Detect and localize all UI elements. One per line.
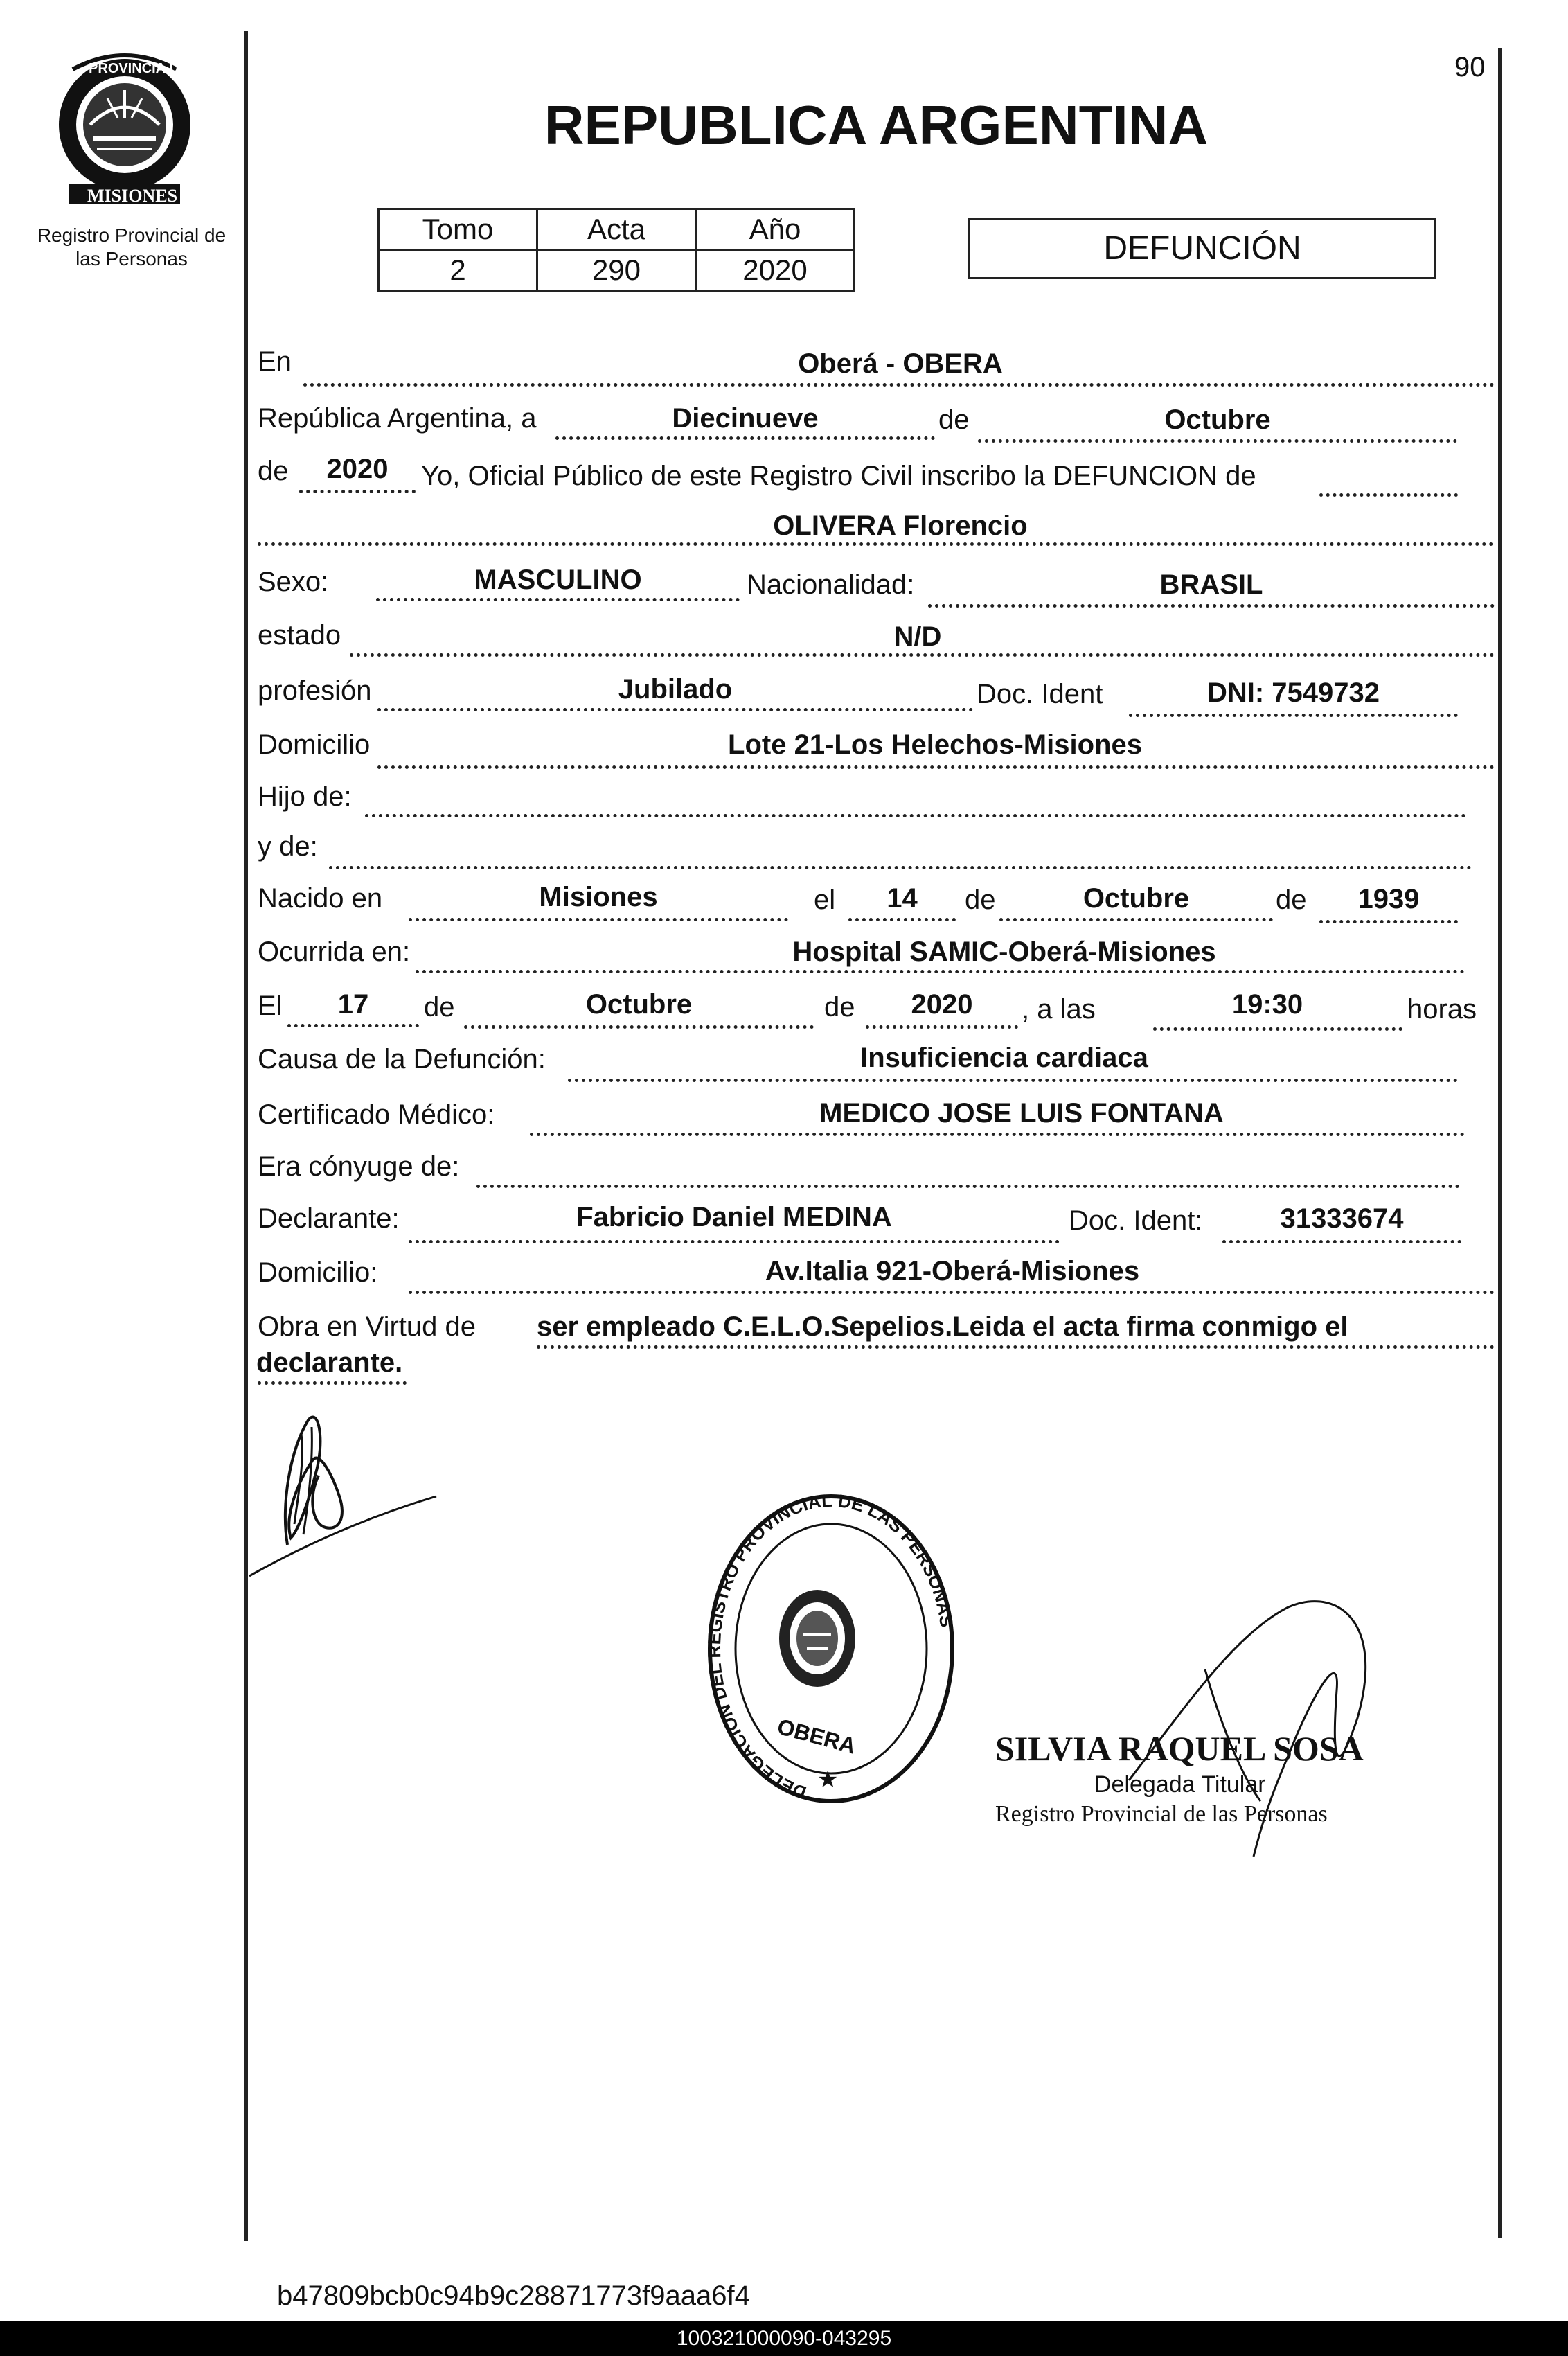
dots-declarante-domicilio xyxy=(409,1291,1495,1294)
dots-sexo xyxy=(376,598,740,601)
label-de-3: de xyxy=(965,885,996,915)
dots-nacido-dia xyxy=(848,918,956,921)
field-nombre: OLIVERA Florencio xyxy=(773,511,1028,541)
dots-conyuge xyxy=(476,1185,1460,1188)
label-obra-en-virtud: Obra en Virtud de xyxy=(258,1311,476,1342)
field-declarante-domicilio: Av.Italia 921-Oberá-Misiones xyxy=(765,1256,1140,1286)
label-declarante: Declarante: xyxy=(258,1203,400,1234)
official-seal xyxy=(700,1486,963,1818)
field-ocurrida-en: Hospital SAMIC-Oberá-Misiones xyxy=(792,937,1216,967)
signatory-title: Delegada Titular xyxy=(1094,1771,1266,1798)
label-en: En xyxy=(258,346,292,377)
label-a-las: , a las xyxy=(1022,994,1096,1025)
signatory-office: Registro Provincial de las Personas xyxy=(995,1801,1328,1827)
acta-value: 290 xyxy=(537,250,696,291)
field-obra-linea1: ser empleado C.E.L.O.Sepelios.Leida el acta firma conmigo el xyxy=(537,1311,1348,1342)
label-nacido-en: Nacido en xyxy=(258,883,383,914)
label-horas: horas xyxy=(1407,994,1477,1025)
field-nacido-lugar: Misiones xyxy=(539,882,658,912)
label-domicilio-declarante: Domicilio: xyxy=(258,1257,378,1288)
dots-domicilio xyxy=(377,765,1495,769)
dots-fallecimiento-anio xyxy=(866,1025,1018,1029)
label-de-6: de xyxy=(824,992,855,1022)
dots-declarante xyxy=(409,1240,1060,1243)
label-ocurrida-en: Ocurrida en: xyxy=(258,937,411,967)
dots-nombre xyxy=(258,542,1494,546)
dots-dia xyxy=(555,436,935,440)
label-causa: Causa de la Defunción: xyxy=(258,1044,546,1074)
dots-mes xyxy=(978,439,1457,443)
seal-star-icon: ★ xyxy=(817,1766,839,1793)
label-estado: estado xyxy=(258,620,341,650)
dots-profesion xyxy=(377,708,973,711)
field-fallecimiento-anio: 2020 xyxy=(911,989,973,1020)
label-de-5: de xyxy=(424,992,455,1022)
page-title: REPUBLICA ARGENTINA xyxy=(544,94,1209,156)
label-hijo-de: Hijo de: xyxy=(258,781,352,812)
dots-nacido-anio xyxy=(1319,920,1458,923)
tomo-header: Tomo xyxy=(379,209,537,250)
field-nacido-anio: 1939 xyxy=(1357,884,1420,914)
seal-city: OBERA xyxy=(774,1713,859,1759)
dots-causa xyxy=(568,1079,1458,1082)
field-anio: 2020 xyxy=(326,454,389,484)
document-type-box: DEFUNCIÓN xyxy=(968,218,1436,279)
label-domicilio: Domicilio xyxy=(258,729,371,760)
seal-ring-text: DELEGACION DEL REGISTRO PROVINCIAL DE LAS PERSONAS xyxy=(703,1489,958,1804)
label-yo-oficial: Yo, Oficial Público de este Registro Civil inscribo la DEFUNCION de xyxy=(421,461,1256,491)
page-number: 90 xyxy=(1454,52,1486,82)
dots-nacido-lugar xyxy=(409,918,788,921)
dots-nacionalidad xyxy=(928,604,1495,608)
dots-fallecimiento-dia xyxy=(287,1024,419,1027)
registry-table xyxy=(377,208,855,292)
hash-code: b47809bcb0c94b9c28871773f9aaa6f4 xyxy=(277,2280,750,2311)
field-declarante-doc: 31333674 xyxy=(1280,1203,1404,1234)
label-conyuge: Era cónyuge de: xyxy=(258,1151,460,1182)
field-sexo: MASCULINO xyxy=(474,565,642,595)
field-hora: 19:30 xyxy=(1231,989,1303,1020)
field-nacionalidad: BRASIL xyxy=(1159,569,1263,600)
field-profesion: Jubilado xyxy=(618,674,733,705)
dots-en xyxy=(303,383,1495,387)
label-y-de: y de: xyxy=(258,831,318,862)
dots-ocurrida-en xyxy=(416,970,1465,973)
dots-documento xyxy=(1129,714,1458,717)
label-el: el xyxy=(814,885,836,915)
registry-name: Registro Provincial de las Personas xyxy=(37,224,226,269)
label-de-2: de xyxy=(258,456,289,486)
field-nacido-dia: 14 xyxy=(887,883,918,914)
field-causa: Insuficiencia cardiaca xyxy=(860,1043,1148,1073)
dots-estado xyxy=(350,653,1495,657)
field-nacido-mes: Octubre xyxy=(1083,883,1190,914)
dots-certificado xyxy=(530,1133,1465,1136)
dots-anio xyxy=(299,490,416,493)
label-doc-ident: Doc. Ident xyxy=(977,679,1103,709)
left-margin-line xyxy=(244,31,248,2241)
label-el-upper: El xyxy=(258,991,283,1021)
declarante-signature xyxy=(242,1379,450,1586)
dots-declarante-doc xyxy=(1222,1240,1461,1243)
logo-text-bottom: MISIONES xyxy=(87,186,178,206)
label-republica: República Argentina, a xyxy=(258,403,537,434)
label-doc-ident-declarante: Doc. Ident: xyxy=(1069,1205,1203,1236)
field-fallecimiento-dia: 17 xyxy=(337,989,369,1020)
dots-yo-tail xyxy=(1319,493,1458,497)
anio-header: Año xyxy=(696,209,855,250)
label-profesion: profesión xyxy=(258,675,372,706)
logo-text-top: PROVINCIA DE xyxy=(89,61,188,76)
tomo-value: 2 xyxy=(379,250,537,291)
field-mes: Octubre xyxy=(1164,405,1271,435)
right-margin-line xyxy=(1498,48,1502,2238)
acta-header: Acta xyxy=(537,209,696,250)
field-fallecimiento-mes: Octubre xyxy=(585,989,693,1020)
field-domicilio: Lote 21-Los Helechos-Misiones xyxy=(728,729,1142,760)
field-dia: Diecinueve xyxy=(672,403,819,434)
field-documento: DNI: 7549732 xyxy=(1206,677,1380,708)
dots-nacido-mes xyxy=(999,918,1273,921)
label-nacionalidad: Nacionalidad: xyxy=(747,569,915,600)
footer-code: 100321000090-043295 xyxy=(0,2321,1568,2356)
dots-fallecimiento-mes xyxy=(464,1025,814,1029)
label-de-1: de xyxy=(938,405,970,435)
dots-y-de xyxy=(329,866,1472,869)
dots-hora xyxy=(1153,1027,1402,1031)
field-obra-linea2: declarante. xyxy=(256,1347,403,1378)
field-certificado: MEDICO JOSE LUIS FONTANA xyxy=(819,1098,1224,1128)
dots-obra-1 xyxy=(537,1345,1495,1349)
signatory-name: SILVIA RAQUEL SOSA xyxy=(995,1729,1364,1768)
field-declarante: Fabricio Daniel MEDINA xyxy=(576,1202,892,1232)
dots-hijo-de xyxy=(365,814,1466,817)
field-estado: N/D xyxy=(893,621,942,652)
label-certificado: Certificado Médico: xyxy=(258,1099,495,1130)
label-de-4: de xyxy=(1276,885,1307,915)
label-sexo: Sexo: xyxy=(258,567,329,597)
field-lugar: Oberá - OBERA xyxy=(798,348,1003,379)
anio-value: 2020 xyxy=(696,250,855,291)
